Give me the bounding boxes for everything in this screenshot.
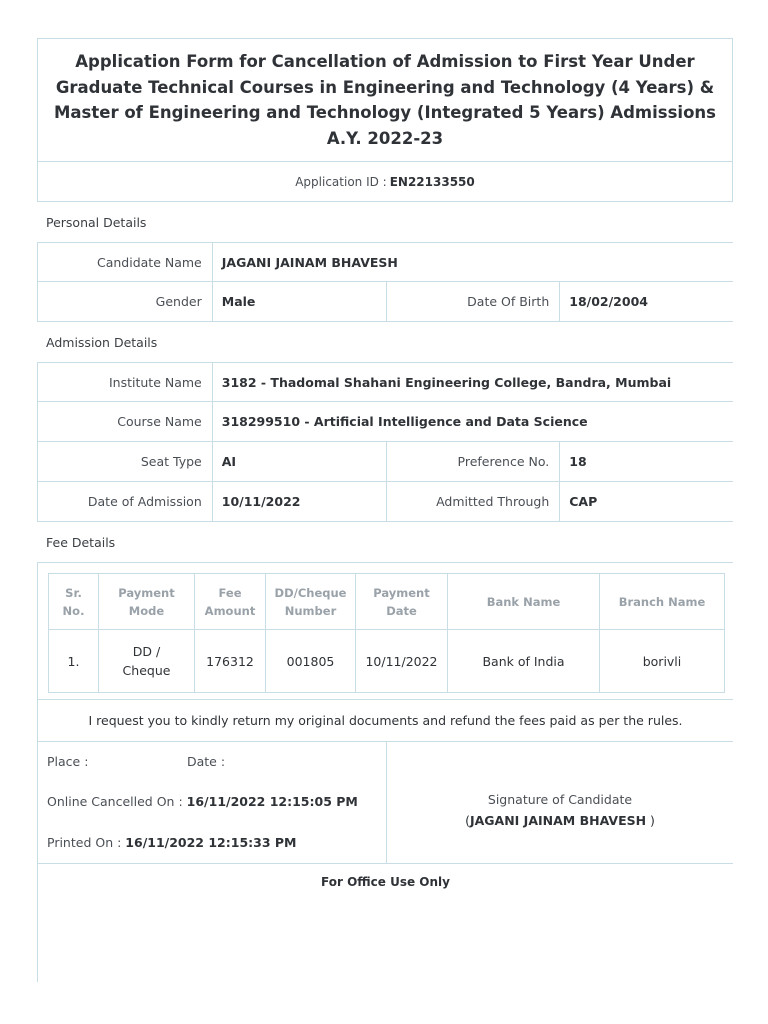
- cancelled-on-line: [47, 794, 358, 809]
- preference-value: 18: [569, 454, 587, 469]
- title-line-4: A.Y. 2022-23: [326, 128, 444, 148]
- institute-label: Institute Name: [38, 363, 213, 401]
- dob-label: Date Of Birth: [387, 282, 561, 321]
- fee-table-header: [49, 574, 725, 630]
- course-label: Course Name: [38, 402, 213, 441]
- col-payment-mode: Payment Mode: [99, 574, 195, 630]
- seat-type-value: AI: [213, 442, 387, 481]
- fee-dd-number: 001805: [266, 630, 356, 693]
- admission-date-value: 10/11/2022: [213, 482, 387, 521]
- personal-details-heading: Personal Details: [46, 214, 147, 230]
- signature-name-line: (JAGANI JAINAM BHAVESH ): [465, 813, 655, 828]
- signature-candidate-name: JAGANI JAINAM BHAVESH: [469, 813, 647, 828]
- gender-label: Gender: [38, 282, 213, 321]
- place-label: Place :: [47, 754, 89, 769]
- admitted-through-value: CAP: [569, 494, 598, 509]
- col-fee-amount: Fee Amount: [195, 574, 266, 630]
- table-row: [49, 630, 725, 693]
- institute-value: 3182 - Thadomal Shahani Engineering College, Bandra, Mumbai: [221, 374, 672, 390]
- title-line-1: Application Form for Cancellation of Admission to First Year Under: [75, 52, 695, 71]
- signature-block: [387, 742, 733, 863]
- title-line-2: Graduate Technical Courses in Engineering and Technology (4 Years) &: [55, 77, 715, 97]
- candidate-name-label: Candidate Name: [38, 243, 213, 281]
- fee-sr-no: 1.: [49, 630, 99, 693]
- cancelled-on-label: Online Cancelled On :: [47, 794, 183, 809]
- fee-amount: 176312: [195, 630, 266, 693]
- application-id-value: EN22133550: [389, 174, 475, 189]
- course-value: 318299510 - Artificial Intelligence and Data Science: [221, 414, 588, 429]
- seat-type-label: Seat Type: [38, 442, 213, 481]
- printed-on-value: 16/11/2022 12:15:33 PM: [125, 835, 297, 850]
- form-title: [37, 38, 733, 162]
- candidate-name-value: JAGANI JAINAM BHAVESH: [221, 254, 398, 270]
- place-date-block: [38, 742, 387, 863]
- fee-details-heading: Fee Details: [46, 534, 116, 550]
- gender-value: Male: [213, 282, 387, 321]
- col-bank-name: Bank Name: [448, 574, 600, 630]
- col-branch-name: Branch Name: [600, 574, 725, 630]
- preference-label: Preference No.: [387, 442, 561, 481]
- cancelled-on-value: 16/11/2022 12:15:05 PM: [186, 794, 358, 809]
- col-sr-no: Sr. No.: [49, 574, 99, 630]
- date-label: Date :: [187, 754, 226, 769]
- fee-bank-name: Bank of India: [448, 630, 600, 693]
- title-line-3: Master of Engineering and Technology (Integrated 5 Years) Admissions: [54, 103, 716, 122]
- fee-table: [48, 573, 725, 693]
- fee-section: [37, 562, 733, 700]
- signature-row: [37, 742, 733, 864]
- office-use-heading: For Office Use Only: [37, 864, 733, 982]
- fee-payment-mode: DD / Cheque: [99, 630, 195, 693]
- course-row: [37, 402, 733, 442]
- printed-on-label: Printed On :: [47, 835, 122, 850]
- admission-date-label: Date of Admission: [38, 482, 213, 521]
- admission-details-heading: Admission Details: [46, 334, 158, 350]
- fee-payment-date: 10/11/2022: [356, 630, 448, 693]
- admitted-through-label: Admitted Through: [387, 482, 561, 521]
- cancellation-form: [37, 38, 733, 988]
- gender-dob-row: [37, 282, 733, 322]
- col-dd-cheque: DD/Cheque Number: [266, 574, 356, 630]
- signature-caption: Signature of Candidate: [487, 792, 633, 807]
- institute-row: [37, 362, 733, 402]
- printed-on-line: [47, 835, 297, 850]
- fee-branch-name: borivli: [600, 630, 725, 693]
- application-id-row: [37, 162, 733, 202]
- application-id-label: Application ID :: [295, 174, 387, 189]
- candidate-name-row: [37, 242, 733, 282]
- dob-value: 18/02/2004: [569, 294, 648, 309]
- seat-preference-row: [37, 442, 733, 482]
- admission-date-row: [37, 482, 733, 522]
- refund-request-text: I request you to kindly return my original documents and refund the fees paid as per the rules.: [37, 700, 733, 742]
- col-payment-date: Payment Date: [356, 574, 448, 630]
